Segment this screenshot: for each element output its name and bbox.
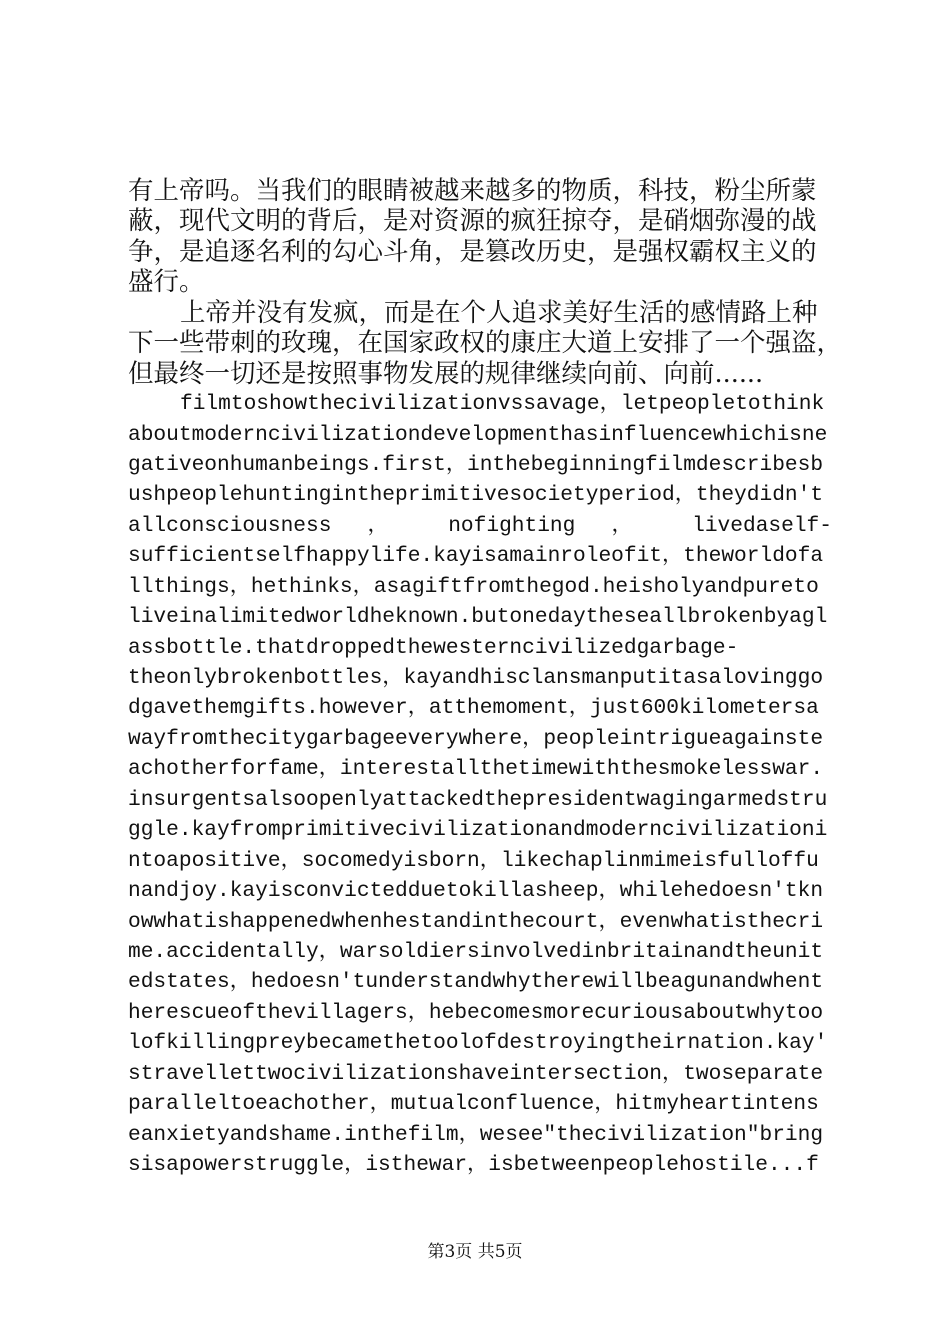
text-line: 下一些带刺的玫瑰，在国家政权的康庄大道上安排了一个强盗，	[128, 328, 843, 359]
text-line: 盛行。	[128, 267, 205, 298]
text-line: 但最终一切还是按照事物发展的规律继续向前、向前......	[128, 358, 764, 389]
text-line: allconsciousness ， nofighting ， livedaself-	[128, 513, 832, 538]
text-line: llthings，hethinks，asagiftfromthegod.heisholyandpureto	[128, 574, 819, 599]
text-line: 蔽，现代文明的背后，是对资源的疯狂掠夺，是硝烟弥漫的战	[128, 206, 817, 237]
text-line: aboutmoderncivilizationdevelopmenthasinfluencewhichisne	[128, 422, 828, 447]
text-line: ggle.kayfromprimitivecivilizationandmoderncivilizationi	[128, 818, 828, 843]
text-line: paralleltoeachother，mutualconfluence，hitmyheartintens	[128, 1092, 819, 1117]
page-number-label: 第3页 共5页	[427, 1242, 523, 1262]
text-line: owwhatishappenedwhenhestandinthecourt，evenwhatisthecri	[128, 909, 824, 934]
text-line: edstates，hedoesn'tunderstandwhytherewillbeagunandwhent	[128, 970, 824, 995]
text-line: ushpeoplehuntingintheprimitivesocietyperiod，theydidn't	[128, 483, 824, 508]
paragraph-3	[128, 389, 832, 1180]
text-line: 有上帝吗。当我们的眼睛被越来越多的物质，科技，粉尘所蒙	[128, 176, 817, 206]
text-line: me.accidentally，warsoldiersinvolvedinbritainandtheunit	[128, 939, 824, 964]
text-line: insurgentsalsoopenlyattackedthepresidentwagingarmedstru	[128, 787, 828, 812]
text-line: achotherforfame，interestallthetimewiththesmokelesswar.	[128, 757, 824, 782]
text-line: filmtoshowthecivilizationvssavage，letpeopletothink	[180, 392, 825, 417]
paragraph-1	[128, 176, 832, 298]
document-body	[128, 176, 843, 1180]
text-line: 争，是追逐名利的勾心斗角，是篡改历史，是强权霸权主义的	[128, 236, 817, 267]
text-line: sufficientselfhappylife.kayisamainroleofit，theworldofa	[128, 544, 824, 569]
text-line: nandjoy.kayisconvictedduetokillasheep，whilehedoesn'tkn	[128, 879, 824, 904]
text-line: lofkillingpreybecamethetoolofdestroyingtheirnation.kay'	[128, 1031, 828, 1056]
text-line: herescueofthevillagers，hebecomesmorecuriousaboutwhytoo	[128, 1000, 824, 1025]
page-footer	[0, 1240, 950, 1264]
text-line: dgavethemgifts.however，atthemoment，just600kilometersa	[128, 696, 819, 721]
text-line: stravellettwocivilizationshaveintersection，twoseparate	[128, 1061, 824, 1086]
text-line: ntoapositive，socomedyisborn，likechaplinmimeisfulloffu	[128, 848, 819, 873]
text-line: liveinalimitedworldheknown.butonedaytheseallbrokenbyagl	[128, 605, 828, 630]
text-line: theonlybrokenbottles，kayandhisclansmanputitasalovinggo	[128, 666, 824, 690]
text-line: wayfromthecitygarbageeverywhere，peopleintrigueagainste	[128, 726, 824, 751]
text-line: assbottle.thatdroppedthewesterncivilizedgarbage-	[128, 635, 739, 660]
text-line: gativeonhumanbeings.first，inthebeginningfilmdescribesb	[128, 452, 824, 477]
paragraph-2	[128, 297, 843, 389]
text-line: sisapowerstruggle，isthewar，isbetweenpeoplehostile...f	[128, 1153, 819, 1177]
text-line: 上帝并没有发疯，而是在个人追求美好生活的感情路上种	[180, 297, 818, 328]
text-line: eanxietyandshame.inthefilm，wesee"thecivilization"bring	[128, 1122, 824, 1147]
